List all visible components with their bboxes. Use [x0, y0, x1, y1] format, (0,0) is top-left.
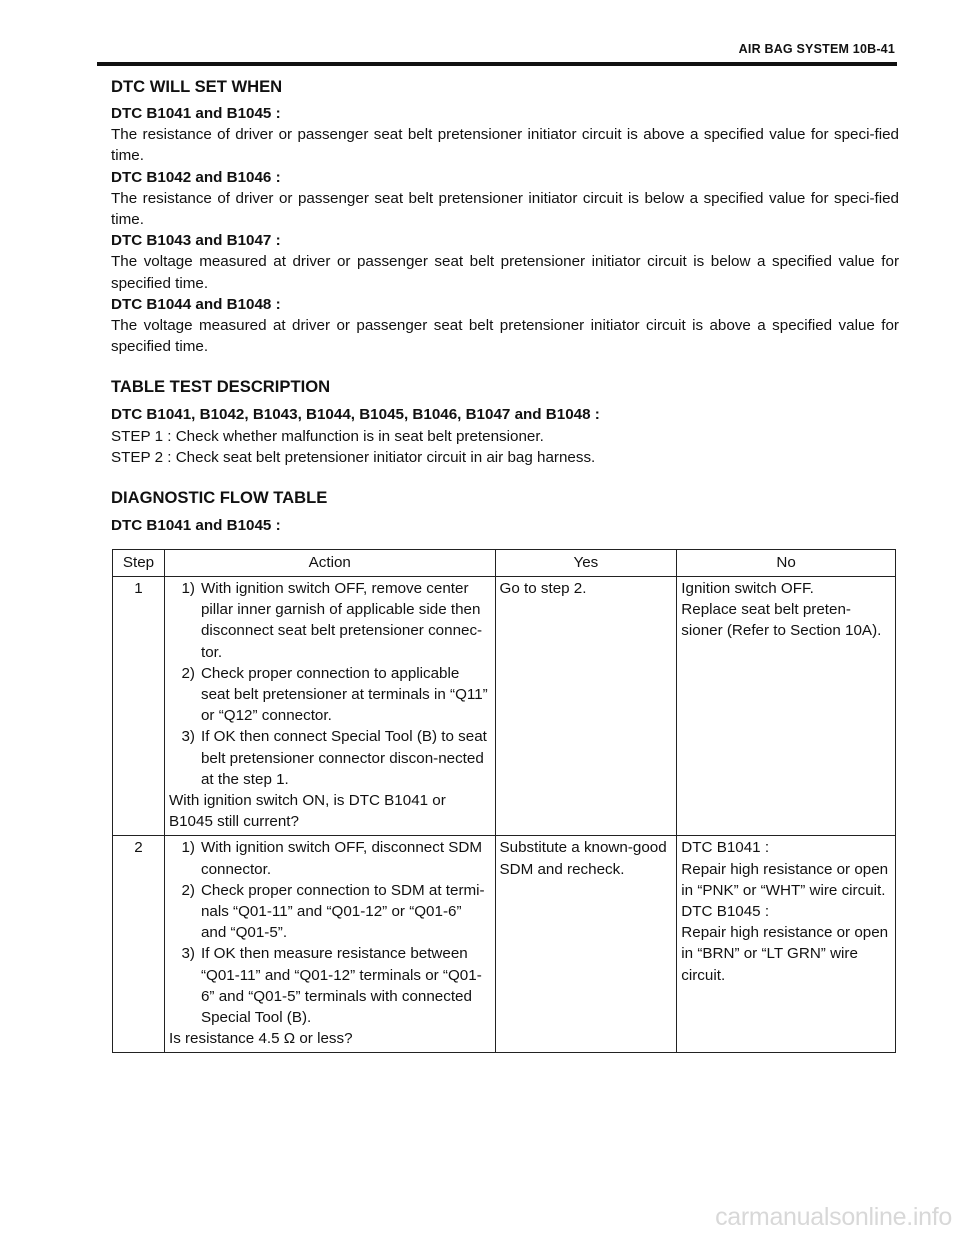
action-question: With ignition switch ON, is DTC B1041 or B1045 still current?	[168, 792, 446, 831]
action-item: 3) If OK then measure resistance between “Q01-11” and “Q01-12” terminals or “Q01-6” and “Q01-5” terminals with connected Special Tool (B).	[181, 945, 482, 1027]
yes-cell: Substitute a known-good SDM and recheck.	[495, 836, 677, 1053]
no-cell: Ignition switch OFF. Replace seat belt preten-sioner (Refer to Section 10A).	[677, 577, 896, 836]
test-desc-label: DTC B1041, B1042, B1043, B1044, B1045, B1046, B1047 and B1048 :	[111, 406, 600, 424]
col-header-yes: Yes	[495, 550, 677, 577]
action-item: 2) Check proper connection to SDM at termi-nals “Q01-11” and “Q01-12” or “Q01-6” and “Q01-5”.	[181, 881, 485, 942]
action-cell	[164, 577, 495, 836]
action-item: 1) With ignition switch OFF, remove center pillar inner garnish of applicable side then disconnect seat belt pretensioner connec-tor.	[181, 580, 483, 661]
set-when-text-2: The resistance of driver or passenger seat belt pretensioner initiator circuit is below a specified value for speci-fied time.	[111, 189, 899, 229]
set-when-label-1: DTC B1041 and B1045 :	[111, 105, 281, 122]
flow-label: DTC B1041 and B1045 :	[111, 517, 281, 535]
set-when-text-4: The voltage measured at driver or passenger seat belt pretensioner initiator circuit is above a specified value for specified time.	[111, 317, 899, 356]
table-header-row	[113, 550, 896, 577]
col-header-action: Action	[164, 550, 495, 577]
set-when-label-4: DTC B1044 and B1048 :	[111, 295, 281, 313]
diagnostic-flow-table	[112, 549, 896, 1053]
test-desc-heading: TABLE TEST DESCRIPTION	[111, 377, 331, 397]
page-header	[97, 40, 897, 66]
action-item: 1) With ignition switch OFF, disconnect SDM connector.	[181, 839, 483, 878]
col-header-no: No	[677, 550, 896, 577]
set-when-heading: DTC WILL SET WHEN	[111, 77, 283, 96]
table-row	[113, 836, 896, 1053]
action-item: 3) If OK then connect Special Tool (B) to seat belt pretensioner connector discon-nected at the step 1.	[181, 728, 487, 788]
document-body	[111, 76, 899, 536]
flow-heading: DIAGNOSTIC FLOW TABLE	[111, 488, 328, 508]
step-number: 1	[113, 577, 165, 836]
test-desc-step-1: STEP 1 : Check whether malfunction is in seat belt pretensioner.	[111, 427, 544, 445]
set-when-label-2: DTC B1042 and B1046 :	[111, 168, 281, 186]
set-when-text-3: The voltage measured at driver or passenger seat belt pretensioner initiator circuit is below a specified value for specified time.	[111, 253, 899, 292]
step-number: 2	[113, 836, 165, 1053]
table-row	[113, 577, 896, 836]
set-when-text-1: The resistance of driver or passenger seat belt pretensioner initiator circuit is above a specified value for speci-fied time.	[111, 126, 899, 165]
yes-cell: Go to step 2.	[495, 577, 677, 836]
test-desc-step-2: STEP 2 : Check seat belt pretensioner initiator circuit in air bag harness.	[111, 448, 596, 466]
action-item: 2) Check proper connection to applicable seat belt pretensioner at terminals in “Q11” or “Q12” connector.	[181, 664, 488, 725]
col-header-step: Step	[113, 550, 165, 577]
set-when-label-3: DTC B1043 and B1047 :	[111, 232, 281, 250]
action-cell	[164, 836, 495, 1053]
watermark: carmanualsonline.info	[715, 1203, 952, 1231]
no-cell: DTC B1041 : Repair high resistance or open in “PNK” or “WHT” wire circuit. DTC B1045 : Repair high resistance or open in “BRN” or “LT GRN” wire circuit.	[677, 836, 896, 1053]
action-question: Is resistance 4.5 Ω or less?	[168, 1030, 353, 1048]
page-title: AIR BAG SYSTEM 10B-41	[738, 42, 895, 56]
